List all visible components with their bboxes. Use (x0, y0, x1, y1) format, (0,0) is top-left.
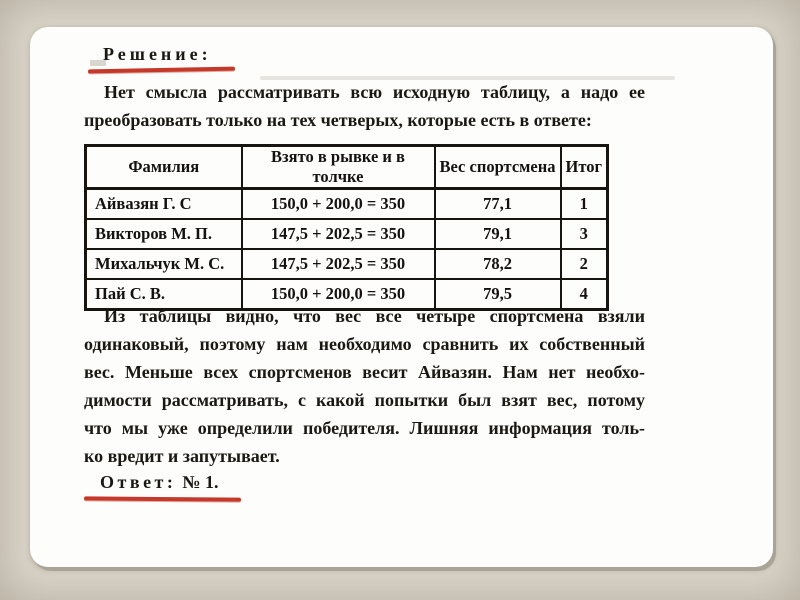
athlete-total: 147,5 + 202,5 = 350 (242, 249, 435, 279)
athlete-total: 147,5 + 202,5 = 350 (242, 219, 435, 249)
table-row (86, 189, 608, 220)
athlete-total: 150,0 + 200,0 = 350 (242, 279, 435, 310)
scan-artifact-streak (260, 76, 675, 80)
col-header-result: Итог (561, 146, 608, 189)
table-row (86, 279, 608, 310)
intro-line-1: Нет смысла рассматривать всю исходную таблицу, а надо ее (104, 82, 645, 102)
col-header-lifted: Взято в рывке и в толчке (242, 146, 435, 189)
athlete-result: 3 (561, 219, 608, 249)
athlete-total: 150,0 + 200,0 = 350 (242, 189, 435, 220)
col-header-surname: Фамилия (86, 146, 242, 189)
body-line-6: ко вредит и запутывает. (84, 446, 280, 466)
athlete-weight: 79,1 (435, 219, 561, 249)
answer-label: Ответ: (100, 472, 177, 492)
athlete-name: Викторов М. П. (86, 219, 242, 249)
athlete-weight: 79,5 (435, 279, 561, 310)
body-line-3: вес. Меньше всех спортсменов весит Айвазян. Нам нет необхо- (84, 362, 645, 382)
body-line-2: одинаковый, поэтому нам необходимо сравнить их собственный (84, 334, 645, 354)
athlete-result: 4 (561, 279, 608, 310)
table-row (86, 249, 608, 279)
intro-line-2: преобразовать только на тех четверых, которые есть в ответе: (84, 110, 592, 130)
solution-heading: Решение: (103, 44, 212, 64)
table-header-row (86, 146, 608, 189)
body-line-4: димости рассматривать, с какой попытки был взят вес, потому (84, 390, 645, 410)
athlete-result: 1 (561, 189, 608, 220)
athlete-name: Пай С. В. (86, 279, 242, 310)
col-header-weight: Вес спортсмена (435, 146, 561, 189)
results-table (84, 144, 609, 311)
athlete-name: Михальчук М. С. (86, 249, 242, 279)
athlete-name: Айвазян Г. С (86, 189, 242, 220)
athlete-result: 2 (561, 249, 608, 279)
body-line-5: что мы уже определили победителя. Лишняя информация толь- (84, 418, 645, 438)
body-line-1: Из таблицы видно, что вес все четыре спортсмена взяли (104, 306, 645, 326)
athlete-weight: 78,2 (435, 249, 561, 279)
answer-value: № 1. (182, 472, 219, 492)
athlete-weight: 77,1 (435, 189, 561, 220)
table-row (86, 219, 608, 249)
answer-line (100, 472, 218, 493)
